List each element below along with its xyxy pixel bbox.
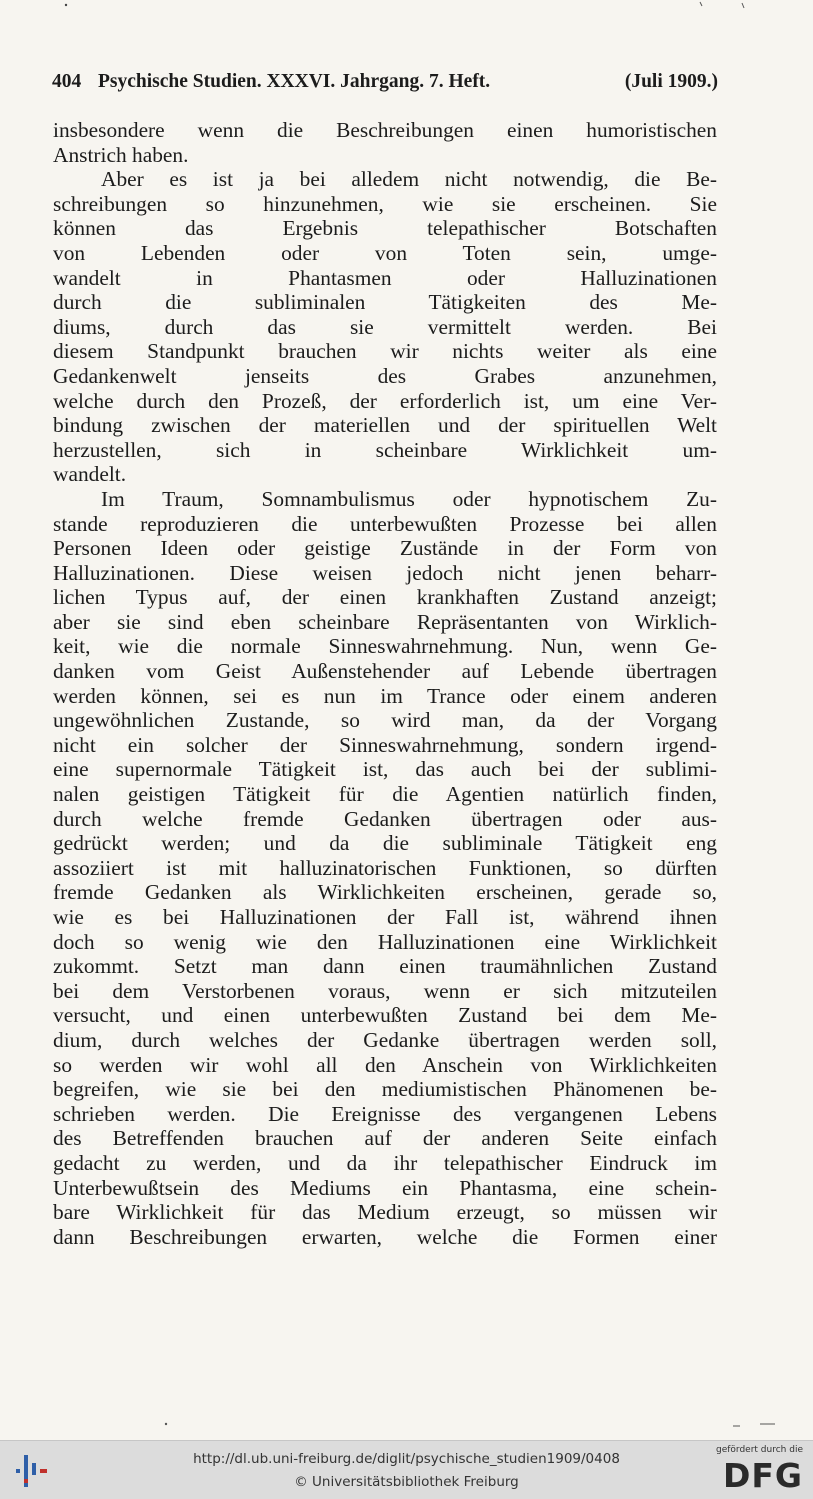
page-number: 404 bbox=[52, 71, 82, 92]
text-line: eine supernormale Tätigkeit ist, das auch bei der sublimi- bbox=[53, 757, 717, 782]
text-line: Halluzinationen. Diese weisen jedoch nicht jenen beharr- bbox=[53, 560, 717, 585]
copyright-notice: © Universitätsbibliothek Freiburg bbox=[294, 1474, 519, 1490]
text-line: schrieben werden. Die Ereignisse des vergangenen Lebens bbox=[53, 1101, 717, 1126]
text-line: zukommt. Setzt man dann einen traumähnlichen Zustand bbox=[53, 954, 717, 979]
text-line: durch die subliminalen Tätigkeiten des Me- bbox=[53, 290, 717, 315]
text-line: Anstrich haben. bbox=[53, 142, 189, 167]
text-line: nalen geistigen Tätigkeit für die Agentien natürlich finden, bbox=[53, 782, 717, 807]
text-line: begreifen, wie sie bei den mediumistischen Phänomenen be- bbox=[53, 1077, 717, 1102]
text-line: danken vom Geist Außenstehender auf Lebende übertragen bbox=[53, 659, 717, 684]
text-line: nicht ein solcher der Sinneswahrnehmung, sondern irgend- bbox=[53, 732, 717, 757]
text-line: diums, durch das sie vermittelt werden. Bei bbox=[53, 314, 717, 339]
scan-artifacts-top bbox=[0, 0, 813, 20]
text-line: Gedankenwelt jenseits des Grabes anzunehmen, bbox=[53, 363, 717, 388]
text-line: aber sie sind eben scheinbare Repräsentanten von Wirklich- bbox=[53, 609, 717, 634]
text-line: des Betreffenden brauchen auf der anderen Seite einfach bbox=[53, 1126, 717, 1151]
text-line: Personen Ideen oder geistige Zustände in der Form von bbox=[53, 536, 717, 561]
text-line: bindung zwischen der materiellen und der spirituellen Welt bbox=[53, 413, 717, 438]
text-line: von Lebenden oder von Toten sein, umge- bbox=[53, 240, 717, 265]
text-line: versucht, und einen unterbewußten Zustand bei dem Me- bbox=[53, 1003, 717, 1028]
text-line: bare Wirklichkeit für das Medium erzeugt, so müssen wir bbox=[53, 1200, 717, 1225]
source-url-link[interactable]: http://dl.ub.uni-freiburg.de/diglit/psychische_studien1909/0408 bbox=[193, 1451, 620, 1467]
text-line: durch welche fremde Gedanken übertragen oder aus- bbox=[53, 806, 717, 831]
text-line: stande reproduzieren die unterbewußten Prozesse bei allen bbox=[53, 511, 717, 536]
text-line: keit, wie die normale Sinneswahrnehmung. Nun, wenn Ge- bbox=[53, 634, 717, 659]
text-line: lichen Typus auf, der einen krankhaften Zustand anzeigt; bbox=[53, 585, 717, 610]
dfg-caption: gefördert durch die bbox=[716, 1445, 803, 1455]
text-line: fremde Gedanken als Wirklichkeiten erscheinen, gerade so, bbox=[53, 880, 717, 905]
text-line: wandelt in Phantasmen oder Halluzinationen bbox=[53, 265, 717, 290]
library-footer bbox=[0, 1440, 813, 1499]
text-line: gedrückt werden; und da die subliminale Tätigkeit eng bbox=[53, 831, 717, 856]
text-line: welche durch den Prozeß, der erforderlich ist, um eine Ver- bbox=[53, 388, 717, 413]
text-line: assoziiert ist mit halluzinatorischen Funktionen, so dürften bbox=[53, 855, 717, 880]
text-line: diesem Standpunkt brauchen wir nichts weiter als eine bbox=[53, 339, 717, 364]
issue-date: (Juli 1909.) bbox=[624, 71, 718, 92]
text-line: herzustellen, sich in scheinbare Wirklichkeit um- bbox=[53, 437, 717, 462]
text-line: doch so wenig wie den Halluzinationen eine Wirklichkeit bbox=[53, 929, 717, 954]
text-line: dium, durch welches der Gedanke übertragen werden soll, bbox=[53, 1027, 717, 1052]
text-line: gedacht zu werden, und da ihr telepathischer Eindruck im bbox=[53, 1150, 717, 1175]
article-text bbox=[53, 118, 717, 1249]
text-line: werden können, sei es nun im Trance oder einem anderen bbox=[53, 683, 717, 708]
dfg-logo-icon: DFG bbox=[722, 1456, 803, 1495]
text-line: schreibungen so hinzunehmen, wie sie erscheinen. Sie bbox=[53, 191, 717, 216]
running-title: Psychische Studien. XXXVI. Jahrgang. 7. Heft. bbox=[98, 71, 491, 92]
text-line: Im Traum, Somnambulismus oder hypnotischem Zu- bbox=[101, 486, 717, 511]
text-line: Aber es ist ja bei alledem nicht notwendig, die Be- bbox=[101, 167, 717, 192]
text-line: wie es bei Halluzinationen der Fall ist, während ihnen bbox=[53, 905, 717, 929]
text-line: Unterbewußtsein des Mediums ein Phantasma, eine schein- bbox=[53, 1175, 717, 1200]
dfg-funding-logo bbox=[708, 1445, 803, 1495]
text-line: ungewöhnlichen Zustande, so wird man, da der Vorgang bbox=[53, 708, 717, 733]
text-line: wandelt. bbox=[53, 462, 127, 487]
text-line: so werden wir wohl all den Anschein von Wirklichkeiten bbox=[53, 1052, 717, 1077]
scan-artifacts-bottom bbox=[0, 1412, 813, 1432]
text-line: können das Ergebnis telepathischer Botschaften bbox=[53, 216, 717, 241]
text-line: insbesondere wenn die Beschreibungen einen humoristischen bbox=[53, 118, 717, 142]
text-line: bei dem Verstorbenen voraus, wenn er sich mitzuteilen bbox=[53, 978, 717, 1003]
text-line: dann Beschreibungen erwarten, welche die Formen einer bbox=[53, 1224, 717, 1249]
